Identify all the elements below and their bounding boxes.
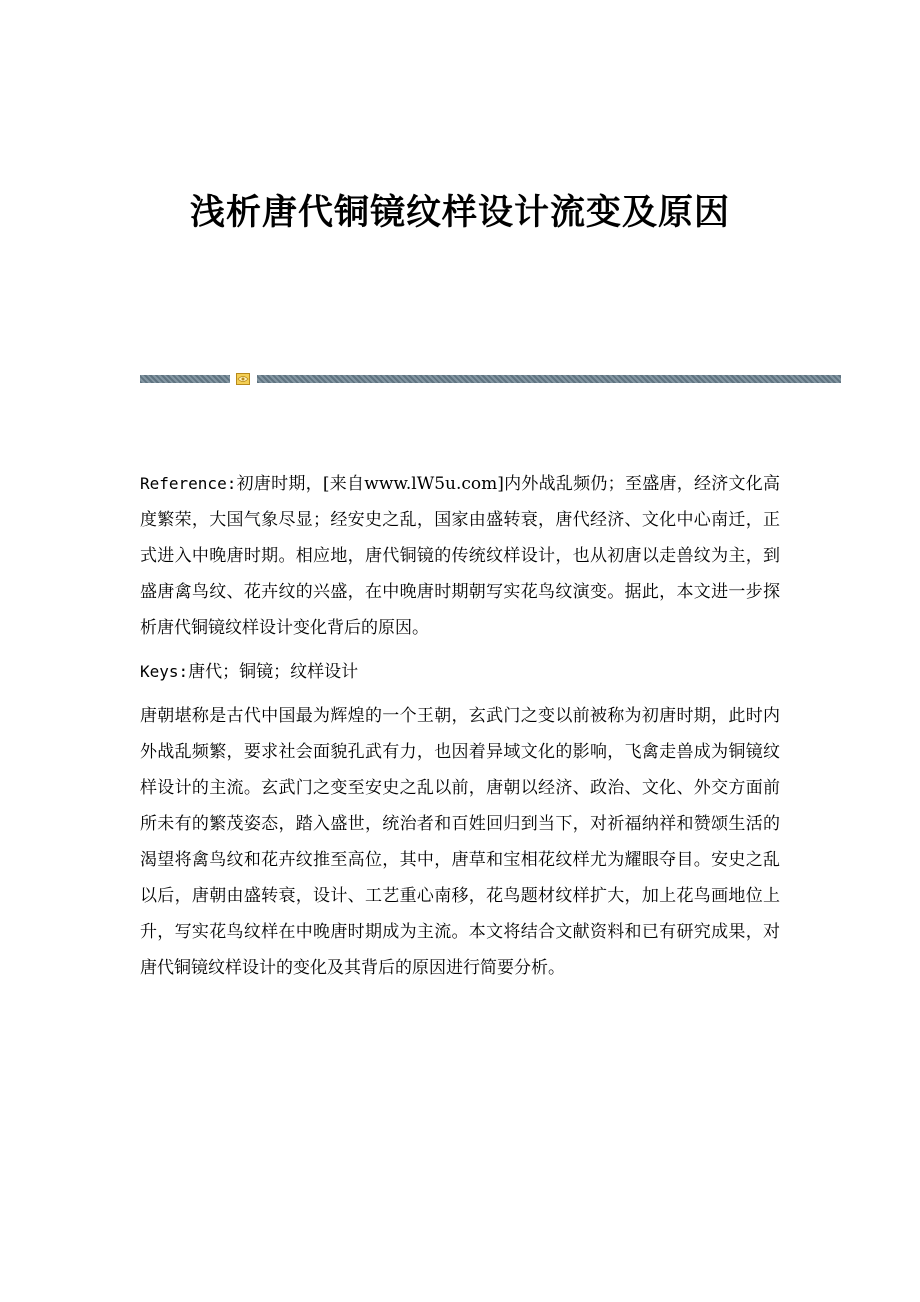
intro-paragraph: 唐朝堪称是古代中国最为辉煌的一个王朝，玄武门之变以前被称为初唐时期，此时内外战乱频繁，要求社会面貌孔武有力，也因着异域文化的影响，飞禽走兽成为铜镜纹样设计的主流。玄武门之变至安史之乱以前，唐朝以经济、政治、文化、外交方面前所未有的繁茂姿态，踏入盛世，统治者和百姓回归到当下，对祈福纳祥和赞颂生活的渴望将禽鸟纹和花卉纹推至高位，其中，唐草和宝相花纹样尤为耀眼夺目。安史之乱以后，唐朝由盛转衰，设计、工艺重心南移，花鸟题材纹样扩大，加上花鸟画地位上升，写实花鸟纹样在中晚唐时期成为主流。本文将结合文献资料和已有研究成果，对唐代铜镜纹样设计的变化及其背后的原因进行简要分析。 (140, 706, 780, 978)
divider-bar-right (257, 375, 841, 383)
page-title: 浅析唐代铜镜纹样设计流变及原因 (189, 193, 730, 233)
keys-label: Keys: (140, 662, 189, 681)
keys-text: 唐代；铜镜；纹样设计 (188, 662, 359, 682)
keys-paragraph (140, 654, 780, 690)
document-body (140, 466, 780, 994)
reference-paragraph (140, 466, 780, 646)
reference-text: 初唐时期，[来自www.lW5u.com]内外战乱频仍；至盛唐，经济文化高度繁荣，大国气象尽显；经安史之乱，国家由盛转衰，唐代经济、文化中心南迁，正式进入中晚唐时期。相应地，唐代铜镜的传统纹样设计，也从初唐以走兽纹为主，到盛唐禽鸟纹、花卉纹的兴盛，在中晚唐时期朝写实花鸟纹演变。据此，本文进一步探析唐代铜镜纹样设计变化背后的原因。 (140, 474, 780, 638)
reference-label: Reference: (140, 474, 237, 493)
ornament-icon (236, 373, 250, 385)
title-divider (140, 372, 841, 386)
divider-bar-left (140, 375, 230, 383)
